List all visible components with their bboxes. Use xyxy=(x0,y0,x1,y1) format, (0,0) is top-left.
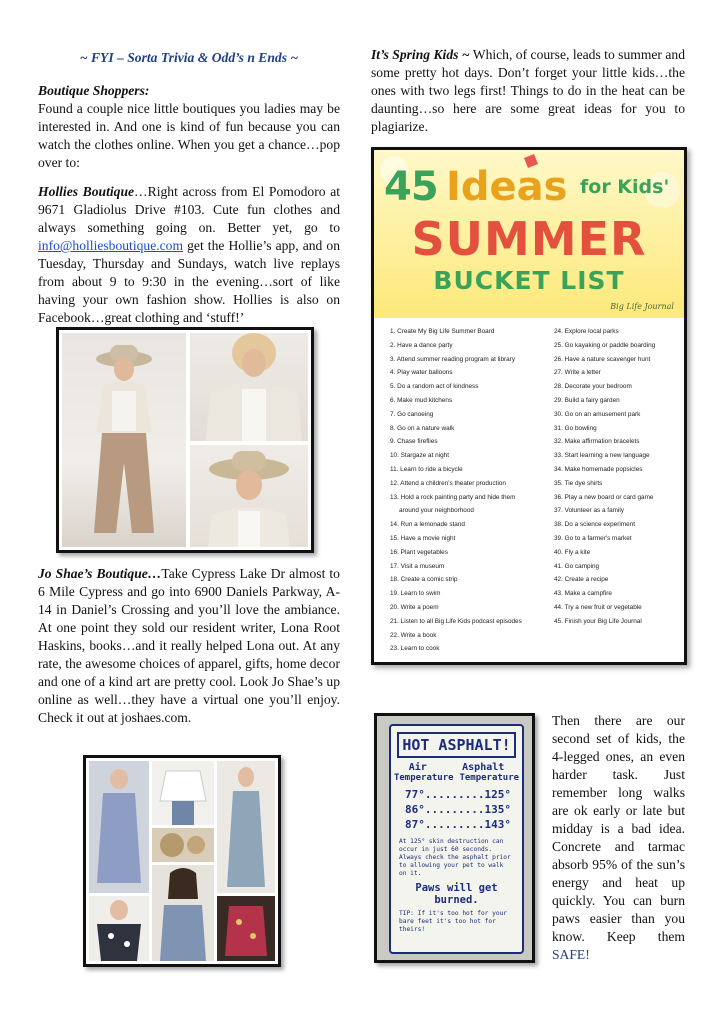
photo-model-smile xyxy=(152,865,214,961)
bucket-item: 7. Go canoeing xyxy=(390,410,434,418)
bucket-item: 33. Start learning a new language xyxy=(554,452,650,460)
bucket-item: 1. Create My Big Life Summer Board xyxy=(390,328,495,335)
bucket-item: 16. Plant vegetables xyxy=(390,548,448,556)
photo-decor xyxy=(152,828,214,862)
pets-paragraph xyxy=(552,712,685,964)
bucket-item: 32. Make affirmation bracelets xyxy=(554,438,640,446)
bucket-item: 17. Visit a museum xyxy=(390,562,445,570)
hot-asphalt-sign-photo xyxy=(374,713,535,963)
bucket-item: 38. Do a science experiment xyxy=(554,521,635,529)
hot-asphalt-sign xyxy=(389,724,524,954)
bucket-item: 28. Decorate your bedroom xyxy=(554,383,632,391)
joshae-name: Jo Shae’s Boutique… xyxy=(38,566,162,581)
bucket-item: 35. Tie dye shirts xyxy=(554,479,603,487)
hollies-text-2: get the Hollie’s app, and on Tuesday, Thursday and Sundays, watch live replays from about 9 to 9:30 in the evening…sort of like having your own fashion show. Hollies is also on Facebook…great clothing and ‘stuff!’ xyxy=(38,238,340,325)
bucket-item: 9. Chase fireflies xyxy=(390,438,438,446)
bucket-item: 45. Finish your Big Life Journal xyxy=(554,617,642,625)
sign-header-row-2 xyxy=(391,773,522,783)
bucket-item: 18. Create a comic strip xyxy=(390,576,458,584)
photo-dress-blue xyxy=(89,761,149,893)
bucket-item: 29. Build a fairy garden xyxy=(554,396,620,404)
spring-heading: It’s Spring Kids ~ xyxy=(371,47,470,62)
photo-red-cami xyxy=(217,896,275,961)
bucket-item: 24. Explore local parks xyxy=(554,328,619,335)
sign-col-asphalt-temp: Temperature xyxy=(459,773,520,783)
hollies-text-1: …Right across from El Pomodoro at 9671 Gladiolus Drive #103. Cute fun clothes and always something going on. Better yet, go to xyxy=(38,184,341,235)
sign-air: 87° xyxy=(405,818,425,831)
poster-title-ideas: Ideas xyxy=(446,164,568,210)
poster-title-summer: SUMMER xyxy=(411,212,647,266)
summer-bucket-list-poster xyxy=(371,147,687,665)
bucket-item: 26. Have a nature scavenger hunt xyxy=(554,355,651,363)
boutique-heading: Boutique Shoppers: xyxy=(38,83,150,98)
bucket-item: 12. Attend a children's theater production xyxy=(390,479,506,487)
sign-air: 86° xyxy=(405,803,425,816)
hollies-paragraph xyxy=(38,183,340,327)
poster-title-45: 45 xyxy=(384,164,438,210)
bucket-item: 43. Make a campfire xyxy=(554,590,612,598)
sign-header-row xyxy=(391,762,522,773)
bucket-item: 34. Make homemade popsicles xyxy=(554,465,643,473)
bucket-item: 42. Create a recipe xyxy=(554,576,609,584)
sign-col-air-temp: Temperature xyxy=(393,773,454,783)
sign-col-asphalt: Asphalt xyxy=(462,762,505,773)
photo-offshoulder-top xyxy=(89,896,149,961)
sign-warning: Paws will get burned. xyxy=(415,882,498,906)
spring-text: Which, of course, leads to summer and some pretty hot days. Don’t forget your little kids…the ones with two legs first! Things to do in the heat can be daunting…so here are some great ideas for you to plagiarize. xyxy=(371,47,685,134)
bucket-item: 5. Do a random act of kindness xyxy=(390,383,479,391)
bucket-item: 30. Go on an amusement park xyxy=(554,410,641,418)
sign-note: At 125° skin destruction can occur in just 60 seconds. Always check the asphalt prior to allowing your pet to walk on it. xyxy=(399,838,511,877)
photo-model-shirt xyxy=(190,333,308,441)
poster-list-left xyxy=(390,328,522,659)
spring-paragraph xyxy=(371,46,685,136)
bucket-item: 41. Go camping xyxy=(554,562,600,570)
sign-air: 77° xyxy=(405,788,425,801)
bucket-item: 6. Make mud kitchens xyxy=(390,396,453,404)
sign-tip: TIP: If it's too hot for your bare feet it's too hot for theirs! xyxy=(399,910,508,933)
bucket-item: 21. Listen to all Big Life Kids podcast episodes xyxy=(390,617,522,625)
bucket-item: 10. Stargaze at night xyxy=(390,452,449,460)
photo-jumpsuit xyxy=(217,761,275,893)
joshae-paragraph xyxy=(38,565,340,727)
sign-col-air: Air xyxy=(408,762,427,773)
poster-title-bucket: BUCKET LIST xyxy=(433,266,625,295)
hollies-email-link[interactable]: info@holliesboutique.com xyxy=(38,238,184,253)
bucket-item: 15. Have a movie night xyxy=(390,534,456,542)
poster-list-right xyxy=(554,328,655,632)
bucket-item: 27. Write a letter xyxy=(554,369,601,377)
poster-brand: Big Life Journal xyxy=(610,302,674,311)
photo-model-hat xyxy=(190,445,308,547)
boutique-intro: Found a couple nice little boutiques you ladies may be interested in. And one is kind of fun because you can watch the clothes online. When you get a chance…pop over to: xyxy=(38,101,340,170)
hollies-name: Hollies Boutique xyxy=(38,184,135,199)
bucket-item: 11. Learn to ride a bicycle xyxy=(390,465,463,473)
bucket-item: around your neighborhood xyxy=(399,507,474,515)
bucket-item: 8. Go on a nature walk xyxy=(390,424,455,432)
sign-asphalt: 135° xyxy=(484,803,511,816)
sign-asphalt: 125° xyxy=(484,788,511,801)
left-column xyxy=(38,50,340,327)
photo-white-top xyxy=(152,761,214,825)
pets-text: Then there are our second set of kids, the 4-legged ones, an even harder task. Just remember long walks are ok early or late but midday is a bad idea. Concrete and tarmac absorb 95% of the sun’s energy and heat up quickly. You can burn paws easier than you know. Keep them xyxy=(552,713,685,944)
sign-row: 77° ......... 125° xyxy=(405,788,511,801)
joshae-photo-collage xyxy=(83,755,281,967)
sign-asphalt: 143° xyxy=(484,818,511,831)
poster-title-forkids: for Kids' xyxy=(580,176,670,198)
bucket-item: 44. Try a new fruit or vegetable xyxy=(554,603,642,611)
bucket-item: 19. Learn to swim xyxy=(390,590,441,598)
pets-safe: SAFE! xyxy=(552,947,590,962)
bucket-item: 40. Fly a kite xyxy=(554,548,591,556)
bucket-item: 20. Write a poem xyxy=(390,603,439,611)
bucket-item: 31. Go bowling xyxy=(554,424,597,432)
hollies-photo-collage xyxy=(56,327,314,553)
bucket-item: 14. Run a lemonade stand xyxy=(390,521,465,529)
joshae-text: Take Cypress Lake Dr almost to 6 Mile Cypress and go into 6900 Daniels Parkway, A-14 in Daniel’s Crossing and you’ll love the ambiance. At one point they sold our resident writer, Lona Root Haskins, books…and it really helped Lona out. At any rate, the awesome choices of apparel, gifts, home decor and one of a kind art are pretty cool. Look Jo Shae’s up online as well…they have a virtual one you’ll enjoy. Check it out at joshaes.com. xyxy=(38,566,340,725)
bucket-item: 4. Play water balloons xyxy=(390,369,453,377)
bucket-item: 22. Write a book xyxy=(390,631,437,639)
bucket-item: 3. Attend summer reading program at library xyxy=(390,355,516,363)
sign-row: 87° ......... 143° xyxy=(405,818,511,831)
photo-model-full xyxy=(62,333,186,547)
bucket-item: 25. Go kayaking or paddle boarding xyxy=(554,341,656,349)
sign-title: HOT ASPHALT! xyxy=(397,732,516,758)
bucket-item: 39. Go to a farmer's market xyxy=(554,534,632,542)
page-title: ~ FYI – Sorta Trivia & Odd’s n Ends ~ xyxy=(79,50,299,65)
bucket-item: 37. Volunteer as a family xyxy=(554,507,624,515)
poster-header xyxy=(374,150,684,318)
bucket-item: 2. Have a dance party xyxy=(390,341,453,349)
sign-temp-table xyxy=(391,787,522,832)
bucket-item: 23. Learn to cook xyxy=(390,645,440,653)
bucket-item: 36. Play a new board or card game xyxy=(554,493,654,501)
sign-row: 86° ......... 135° xyxy=(405,803,511,816)
bucket-item: 13. Hold a rock painting party and hide them xyxy=(390,493,516,501)
